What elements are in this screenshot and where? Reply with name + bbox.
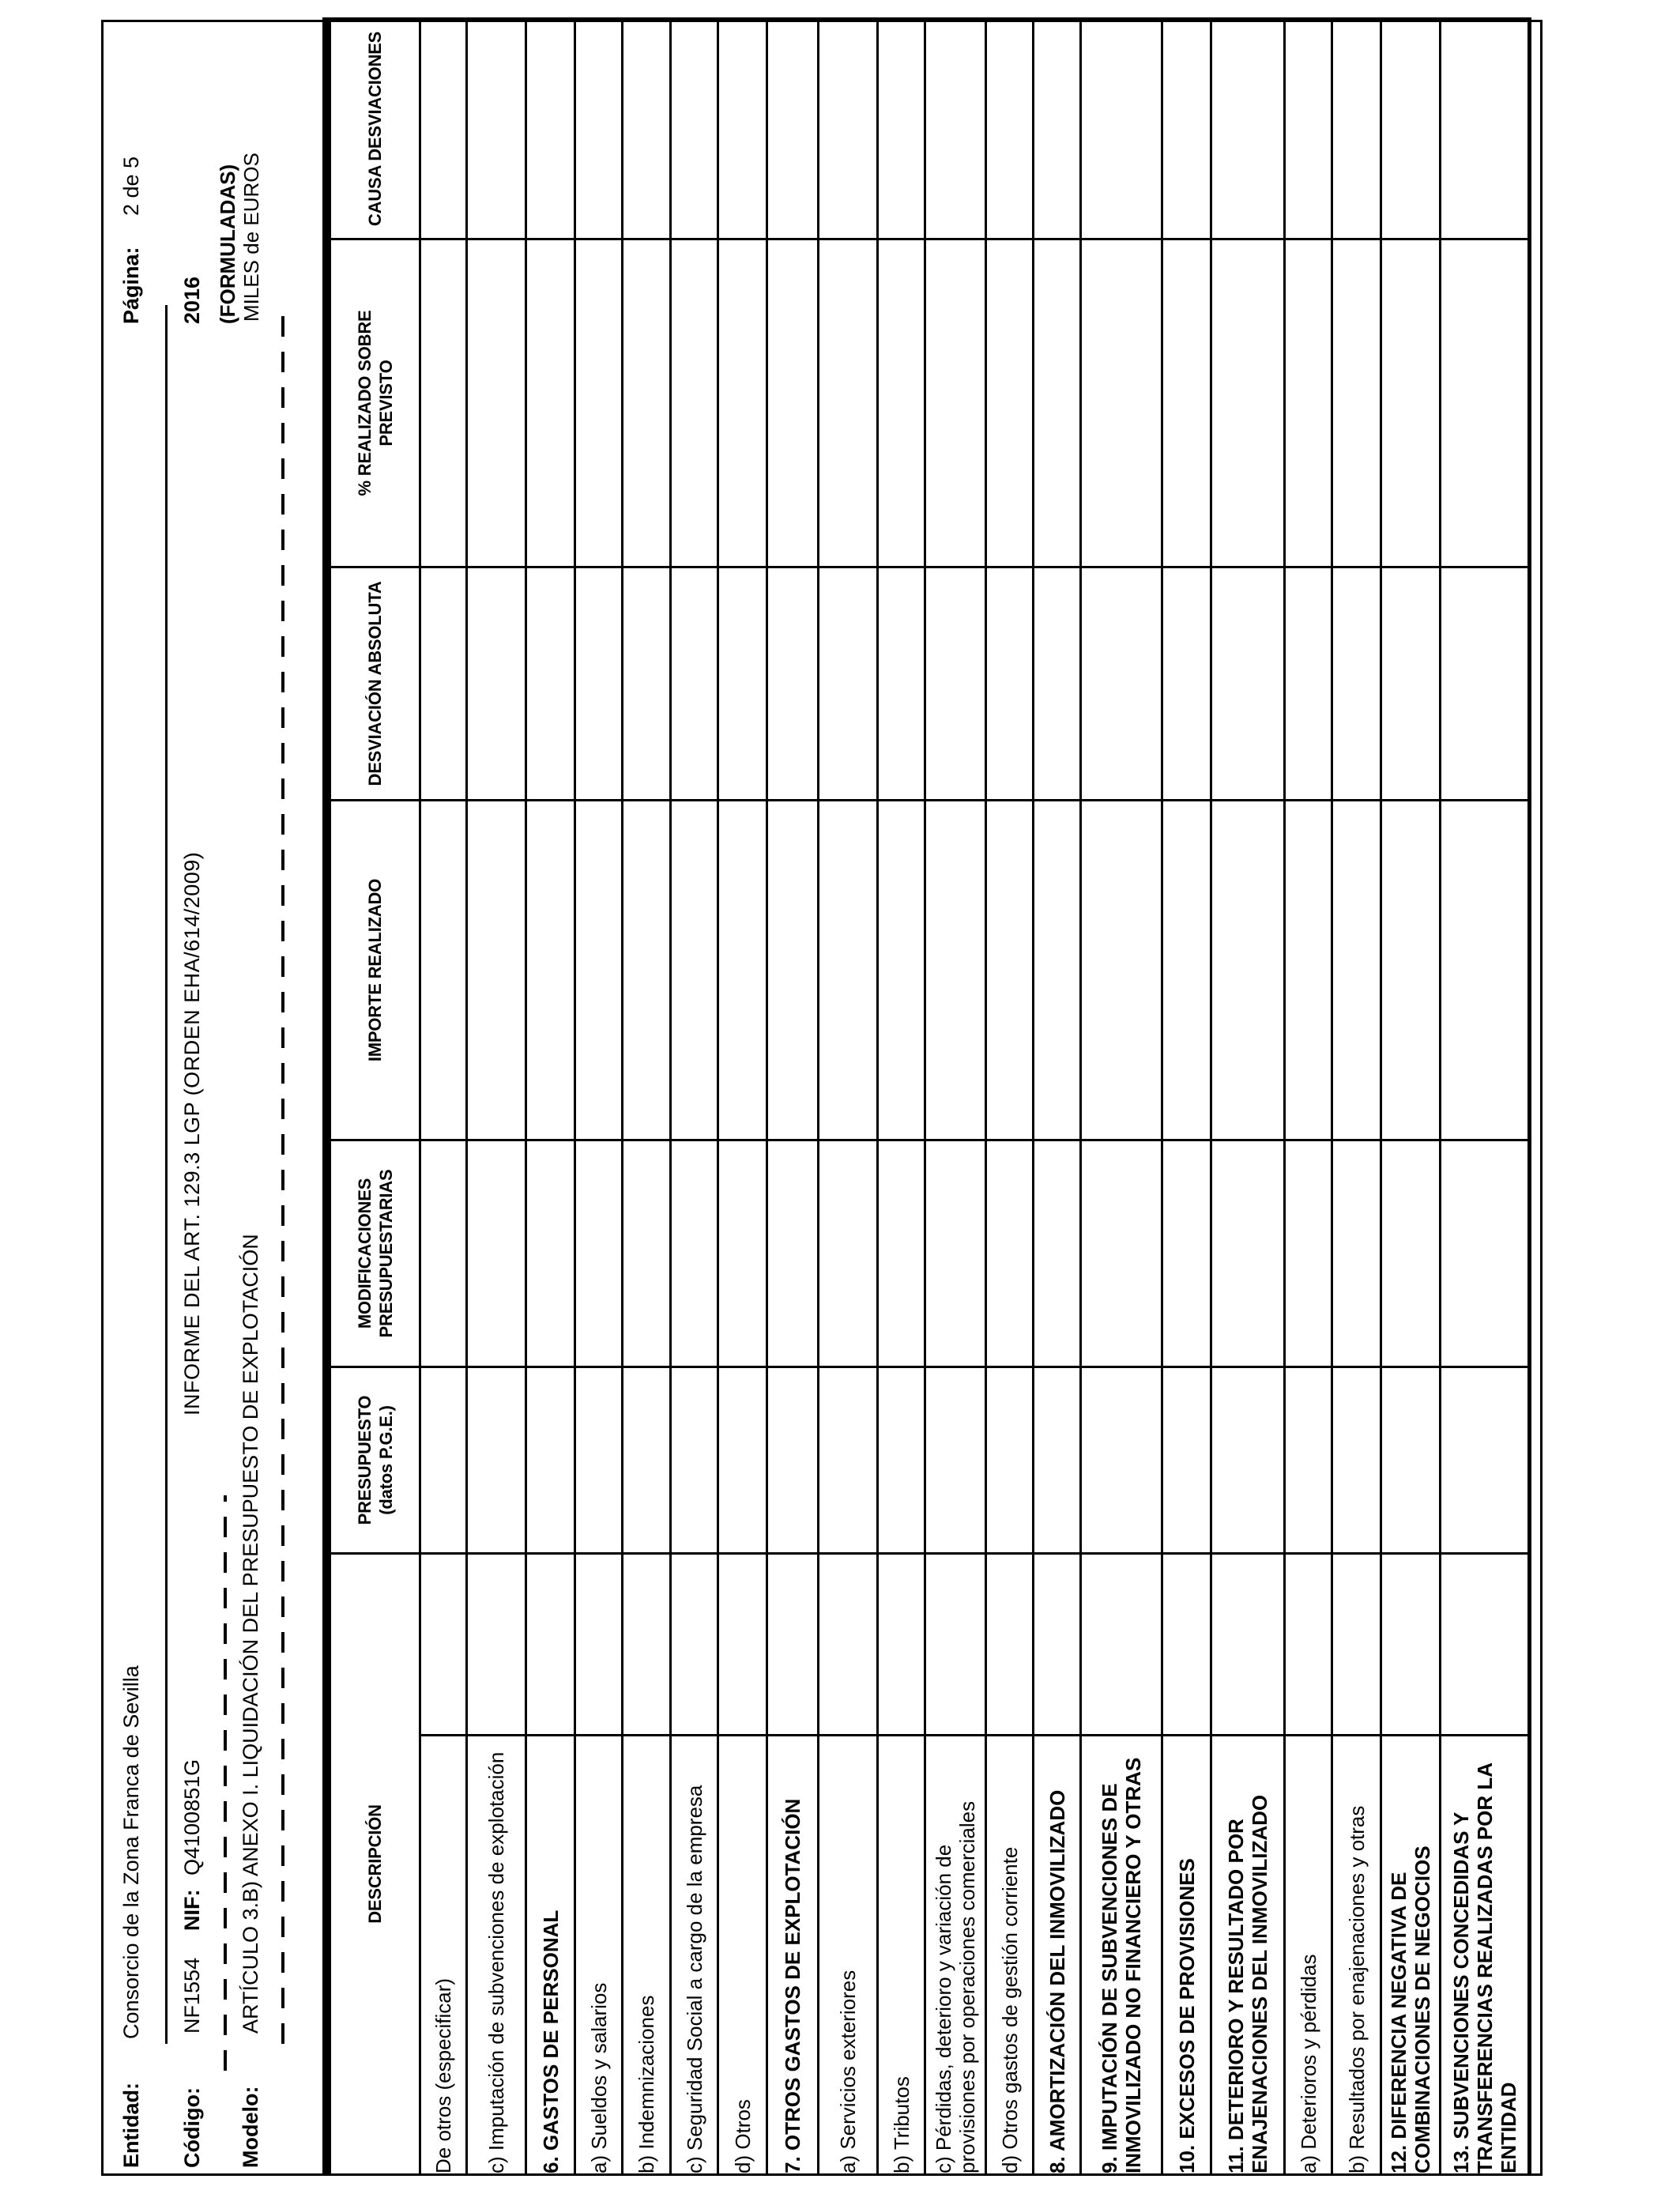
row-label-cell <box>671 1736 718 2175</box>
empty-cell-causa <box>1211 18 1285 239</box>
empty-cell-sublabel <box>1034 1553 1081 1735</box>
empty-cell-importe <box>767 800 819 1140</box>
empty-cell-modificaciones <box>1034 1140 1081 1367</box>
empty-cell-sublabel <box>767 1553 819 1735</box>
row-label: 13. SUBVENCIONES CONCEDIDAS Y TRANSFERENCIAS REALIZADAS POR LA ENTIDAD <box>1448 1762 1520 2173</box>
row-label: 10. EXCESOS DE PROVISIONES <box>1174 1858 1199 2173</box>
empty-cell-causa <box>1381 18 1441 239</box>
table-row <box>878 18 925 2174</box>
empty-cell-realizado <box>819 239 878 567</box>
empty-cell-presupuesto <box>1211 1367 1285 1553</box>
empty-cell-importe <box>1211 800 1285 1140</box>
empty-cell-modificaciones <box>1081 1140 1162 1367</box>
empty-cell-realizado <box>526 239 575 567</box>
empty-cell-modificaciones <box>925 1140 986 1367</box>
row-label-cell <box>819 1736 878 2175</box>
row-label: 12. DIFERENCIA NEGATIVA DE COMBINACIONES DE NEGOCIOS <box>1387 1845 1434 2173</box>
row-label: b) Tributos <box>889 2076 913 2173</box>
empty-cell-presupuesto <box>1081 1367 1162 1553</box>
empty-cell-desviacion <box>1381 567 1441 800</box>
empty-cell-desviacion <box>420 567 467 800</box>
empty-cell-desviacion <box>878 567 925 800</box>
empty-cell-sublabel <box>819 1553 878 1735</box>
empty-cell-realizado <box>1211 239 1285 567</box>
table-row <box>1332 18 1381 2174</box>
empty-cell-realizado <box>878 239 925 567</box>
row-label-cell <box>575 1736 623 2175</box>
empty-cell-modificaciones <box>1441 1140 1530 1367</box>
empty-cell-modificaciones <box>718 1140 767 1367</box>
empty-cell-importe <box>1441 800 1530 1140</box>
row-label-cell <box>925 1736 986 2175</box>
column-header-realizado: % REALIZADO SOBRE PREVISTO <box>327 239 420 567</box>
empty-cell-modificaciones <box>1211 1140 1285 1367</box>
empty-cell-causa <box>1441 18 1530 239</box>
empty-cell-importe <box>420 800 467 1140</box>
row-label: 11. DETERIORO Y RESULTADO POR ENAJENACIONES DEL INMOVILIZADO <box>1224 1794 1271 2173</box>
row-label-cell <box>1285 1736 1332 2175</box>
row-label-cell <box>878 1736 925 2175</box>
empty-cell-causa <box>925 18 986 239</box>
empty-cell-presupuesto <box>767 1367 819 1553</box>
modelo-value: ARTÍCULO 3.B) ANEXO I. LIQUIDACIÓN DEL PRESUPUESTO DE EXPLOTACIÓN <box>239 1234 262 2034</box>
empty-cell-modificaciones <box>526 1140 575 1367</box>
row-label: 9. IMPUTACIÓN DE SUBVENCIONES DE INMOVILIZADO NO FINANCIERO Y OTRAS <box>1098 1757 1145 2173</box>
empty-cell-causa <box>671 18 718 239</box>
table-row <box>925 18 986 2174</box>
empty-cell-causa <box>718 18 767 239</box>
empty-cell-modificaciones <box>575 1140 623 1367</box>
empty-cell-causa <box>1162 18 1211 239</box>
empty-cell-desviacion <box>467 567 526 800</box>
empty-cell-sublabel <box>1081 1553 1162 1735</box>
empty-cell-desviacion <box>819 567 878 800</box>
row-label: a) Servicios exteriores <box>836 1970 860 2173</box>
nif-label: NIF: <box>180 1889 204 1931</box>
empty-cell-causa <box>467 18 526 239</box>
empty-cell-presupuesto <box>1441 1367 1530 1553</box>
nif-value: Q4100851G <box>180 1759 204 1875</box>
empty-cell-modificaciones <box>1381 1140 1441 1367</box>
column-header-descripcion: DESCRIPCIÓN <box>327 1553 420 2174</box>
empty-cell-desviacion <box>1332 567 1381 800</box>
empty-cell-importe <box>1034 800 1081 1140</box>
empty-cell-realizado <box>671 239 718 567</box>
empty-cell-realizado <box>1034 239 1081 567</box>
empty-cell-realizado <box>1081 239 1162 567</box>
row-label-cell <box>986 1736 1034 2175</box>
empty-cell-desviacion <box>925 567 986 800</box>
budget-table <box>322 17 1531 2176</box>
row-label: 6. GASTOS DE PERSONAL <box>538 1909 563 2173</box>
table-row <box>467 18 526 2174</box>
table-row <box>1162 18 1211 2174</box>
empty-cell-importe <box>819 800 878 1140</box>
empty-cell-causa <box>1081 18 1162 239</box>
empty-cell-realizado <box>1162 239 1211 567</box>
table-row <box>819 18 878 2174</box>
row-label: a) Deterioros y pérdidas <box>1296 1954 1320 2173</box>
empty-cell-realizado <box>1332 239 1381 567</box>
empty-cell-presupuesto <box>819 1367 878 1553</box>
table-row <box>623 18 671 2174</box>
empty-cell-presupuesto <box>575 1367 623 1553</box>
empty-cell-causa <box>1332 18 1381 239</box>
codigo-value: NF1554 <box>180 1957 204 2034</box>
empty-cell-realizado <box>1381 239 1441 567</box>
empty-cell-desviacion <box>575 567 623 800</box>
row-label-cell <box>467 1736 526 2175</box>
empty-cell-realizado <box>467 239 526 567</box>
row-label: c) Pérdidas, deterioro y variación de provisiones por operaciones comerciales <box>932 1800 979 2173</box>
formuladas-note: (FORMULADAS) <box>216 164 239 324</box>
empty-cell-modificaciones <box>420 1140 467 1367</box>
empty-cell-modificaciones <box>767 1140 819 1367</box>
table-row <box>1034 18 1081 2174</box>
row-label-cell <box>1081 1736 1162 2175</box>
empty-cell-realizado <box>925 239 986 567</box>
empty-cell-modificaciones <box>1285 1140 1332 1367</box>
empty-cell-sublabel <box>526 1553 575 1735</box>
modelo-label: Modelo: <box>239 2086 262 2168</box>
empty-cell-importe <box>1381 800 1441 1140</box>
row-label: d) Otros gastos de gestión corriente <box>997 1846 1022 2173</box>
empty-cell-importe <box>467 800 526 1140</box>
empty-cell-desviacion <box>1441 567 1530 800</box>
empty-cell-causa <box>986 18 1034 239</box>
row-label: b) Resultados por enajenaciones y otras <box>1344 1805 1369 2173</box>
empty-cell-modificaciones <box>878 1140 925 1367</box>
empty-cell-presupuesto <box>671 1367 718 1553</box>
empty-cell-modificaciones <box>819 1140 878 1367</box>
row-label: c) Seguridad Social a cargo de la empresa <box>682 1785 706 2173</box>
empty-cell-desviacion <box>1081 567 1162 800</box>
pagina-label: Página: <box>119 247 143 324</box>
empty-cell-presupuesto <box>986 1367 1034 1553</box>
pagina-value: 2 de 5 <box>119 156 143 216</box>
empty-cell-sublabel <box>1285 1553 1332 1735</box>
empty-cell-desviacion <box>623 567 671 800</box>
entidad-label: Entidad: <box>119 2083 143 2168</box>
empty-cell-importe <box>718 800 767 1140</box>
empty-cell-causa <box>526 18 575 239</box>
row-label-cell <box>1162 1736 1211 2175</box>
empty-cell-causa <box>1034 18 1081 239</box>
empty-cell-causa <box>623 18 671 239</box>
row-label-cell <box>1332 1736 1381 2175</box>
empty-cell-realizado <box>1441 239 1530 567</box>
table-row <box>671 18 718 2174</box>
table-row <box>1285 18 1332 2174</box>
empty-cell-presupuesto <box>878 1367 925 1553</box>
row-label: b) Indemnizaciones <box>635 1995 658 2173</box>
year-value: 2016 <box>180 276 204 324</box>
empty-cell-presupuesto <box>526 1367 575 1553</box>
empty-cell-desviacion <box>1034 567 1081 800</box>
empty-cell-presupuesto <box>1162 1367 1211 1553</box>
row-label-cell <box>1441 1736 1530 2175</box>
column-header-importe: IMPORTE REALIZADO <box>327 800 420 1140</box>
row-label-cell <box>718 1736 767 2175</box>
column-header-modificaciones: MODIFICACIONES PRESUPUESTARIAS <box>327 1140 420 1367</box>
empty-cell-presupuesto <box>420 1367 467 1553</box>
empty-cell-importe <box>1162 800 1211 1140</box>
table-row <box>1211 18 1285 2174</box>
empty-cell-presupuesto <box>1332 1367 1381 1553</box>
empty-cell-desviacion <box>1211 567 1285 800</box>
empty-cell-presupuesto <box>718 1367 767 1553</box>
empty-cell-sublabel <box>467 1553 526 1735</box>
row-label-cell <box>1211 1736 1285 2175</box>
empty-cell-sublabel <box>575 1553 623 1735</box>
table-row <box>575 18 623 2174</box>
empty-cell-realizado <box>420 239 467 567</box>
empty-cell-importe <box>1081 800 1162 1140</box>
empty-cell-importe <box>623 800 671 1140</box>
row-label: De otros (especificar) <box>431 1977 455 2173</box>
row-label: a) Sueldos y salarios <box>586 1982 611 2173</box>
empty-cell-sublabel <box>420 1553 467 1735</box>
empty-cell-presupuesto <box>467 1367 526 1553</box>
table-row <box>1081 18 1162 2174</box>
empty-cell-desviacion <box>718 567 767 800</box>
miles-unit: MILES de EUROS <box>239 153 263 322</box>
empty-cell-desviacion <box>1285 567 1332 800</box>
row-label-cell <box>623 1736 671 2175</box>
empty-cell-modificaciones <box>671 1140 718 1367</box>
codigo-label: Código: <box>180 2087 204 2168</box>
empty-cell-importe <box>526 800 575 1140</box>
empty-cell-presupuesto <box>925 1367 986 1553</box>
empty-cell-causa <box>420 18 467 239</box>
row-label-cell <box>526 1736 575 2175</box>
empty-cell-sublabel <box>925 1553 986 1735</box>
empty-cell-desviacion <box>526 567 575 800</box>
empty-cell-modificaciones <box>1332 1140 1381 1367</box>
empty-cell-desviacion <box>1162 567 1211 800</box>
row-label: 7. OTROS GASTOS DE EXPLOTACIÓN <box>781 1798 804 2173</box>
empty-cell-importe <box>925 800 986 1140</box>
empty-cell-importe <box>575 800 623 1140</box>
empty-cell-sublabel <box>1211 1553 1285 1735</box>
table-row <box>1441 18 1530 2174</box>
empty-cell-presupuesto <box>623 1367 671 1553</box>
empty-cell-realizado <box>718 239 767 567</box>
empty-cell-presupuesto <box>1381 1367 1441 1553</box>
empty-cell-causa <box>767 18 819 239</box>
row-label: d) Otros <box>730 2099 755 2173</box>
table-row <box>1381 18 1441 2174</box>
empty-cell-modificaciones <box>986 1140 1034 1367</box>
empty-cell-importe <box>1332 800 1381 1140</box>
empty-cell-realizado <box>623 239 671 567</box>
table-row <box>986 18 1034 2174</box>
entidad-value: Consorcio de la Zona Franca de Sevilla <box>119 1665 143 2039</box>
row-label-cell <box>1034 1736 1081 2175</box>
empty-cell-sublabel <box>1441 1553 1530 1735</box>
empty-cell-desviacion <box>986 567 1034 800</box>
empty-cell-modificaciones <box>623 1140 671 1367</box>
column-header-presupuesto: PRESUPUESTO (datos P.G.E.) <box>327 1367 420 1553</box>
empty-cell-causa <box>1285 18 1332 239</box>
row-label-cell <box>420 1736 467 2175</box>
empty-cell-sublabel <box>671 1553 718 1735</box>
column-header-causa: CAUSA DESVIACIONES <box>327 18 420 239</box>
empty-cell-sublabel <box>1162 1553 1211 1735</box>
empty-cell-realizado <box>575 239 623 567</box>
empty-cell-sublabel <box>718 1553 767 1735</box>
empty-cell-realizado <box>986 239 1034 567</box>
dashed-separator-2 <box>281 305 284 2044</box>
empty-cell-sublabel <box>1332 1553 1381 1735</box>
column-header-desviacion: DESVIACIÓN ABSOLUTA <box>327 567 420 800</box>
empty-cell-presupuesto <box>1285 1367 1332 1553</box>
empty-cell-modificaciones <box>1162 1140 1211 1367</box>
empty-cell-causa <box>878 18 925 239</box>
empty-cell-sublabel <box>878 1553 925 1735</box>
empty-cell-causa <box>819 18 878 239</box>
empty-cell-importe <box>671 800 718 1140</box>
empty-cell-presupuesto <box>1034 1367 1081 1553</box>
empty-cell-sublabel <box>1381 1553 1441 1735</box>
table-row <box>767 18 819 2174</box>
empty-cell-desviacion <box>671 567 718 800</box>
row-label-cell <box>1381 1736 1441 2175</box>
empty-cell-causa <box>575 18 623 239</box>
table-row <box>718 18 767 2174</box>
empty-cell-importe <box>1285 800 1332 1140</box>
row-label-cell <box>767 1736 819 2175</box>
empty-cell-importe <box>986 800 1034 1140</box>
row-label: 8. AMORTIZACIÓN DEL INMOVILIZADO <box>1045 1789 1069 2173</box>
empty-cell-desviacion <box>767 567 819 800</box>
entity-underline <box>165 305 168 2044</box>
empty-cell-importe <box>878 800 925 1140</box>
empty-cell-realizado <box>767 239 819 567</box>
informe-title: INFORME DEL ART. 129.3 LGP (ORDEN EHA/614/2009) <box>180 851 204 1416</box>
empty-cell-sublabel <box>986 1553 1034 1735</box>
table-row <box>526 18 575 2174</box>
dashed-separator-1 <box>224 1495 227 2071</box>
table-row <box>420 18 467 2174</box>
row-label: c) Imputación de subvenciones de explotación <box>484 1751 508 2173</box>
empty-cell-sublabel <box>623 1553 671 1735</box>
header-row <box>327 18 420 2174</box>
empty-cell-realizado <box>1285 239 1332 567</box>
empty-cell-modificaciones <box>467 1140 526 1367</box>
